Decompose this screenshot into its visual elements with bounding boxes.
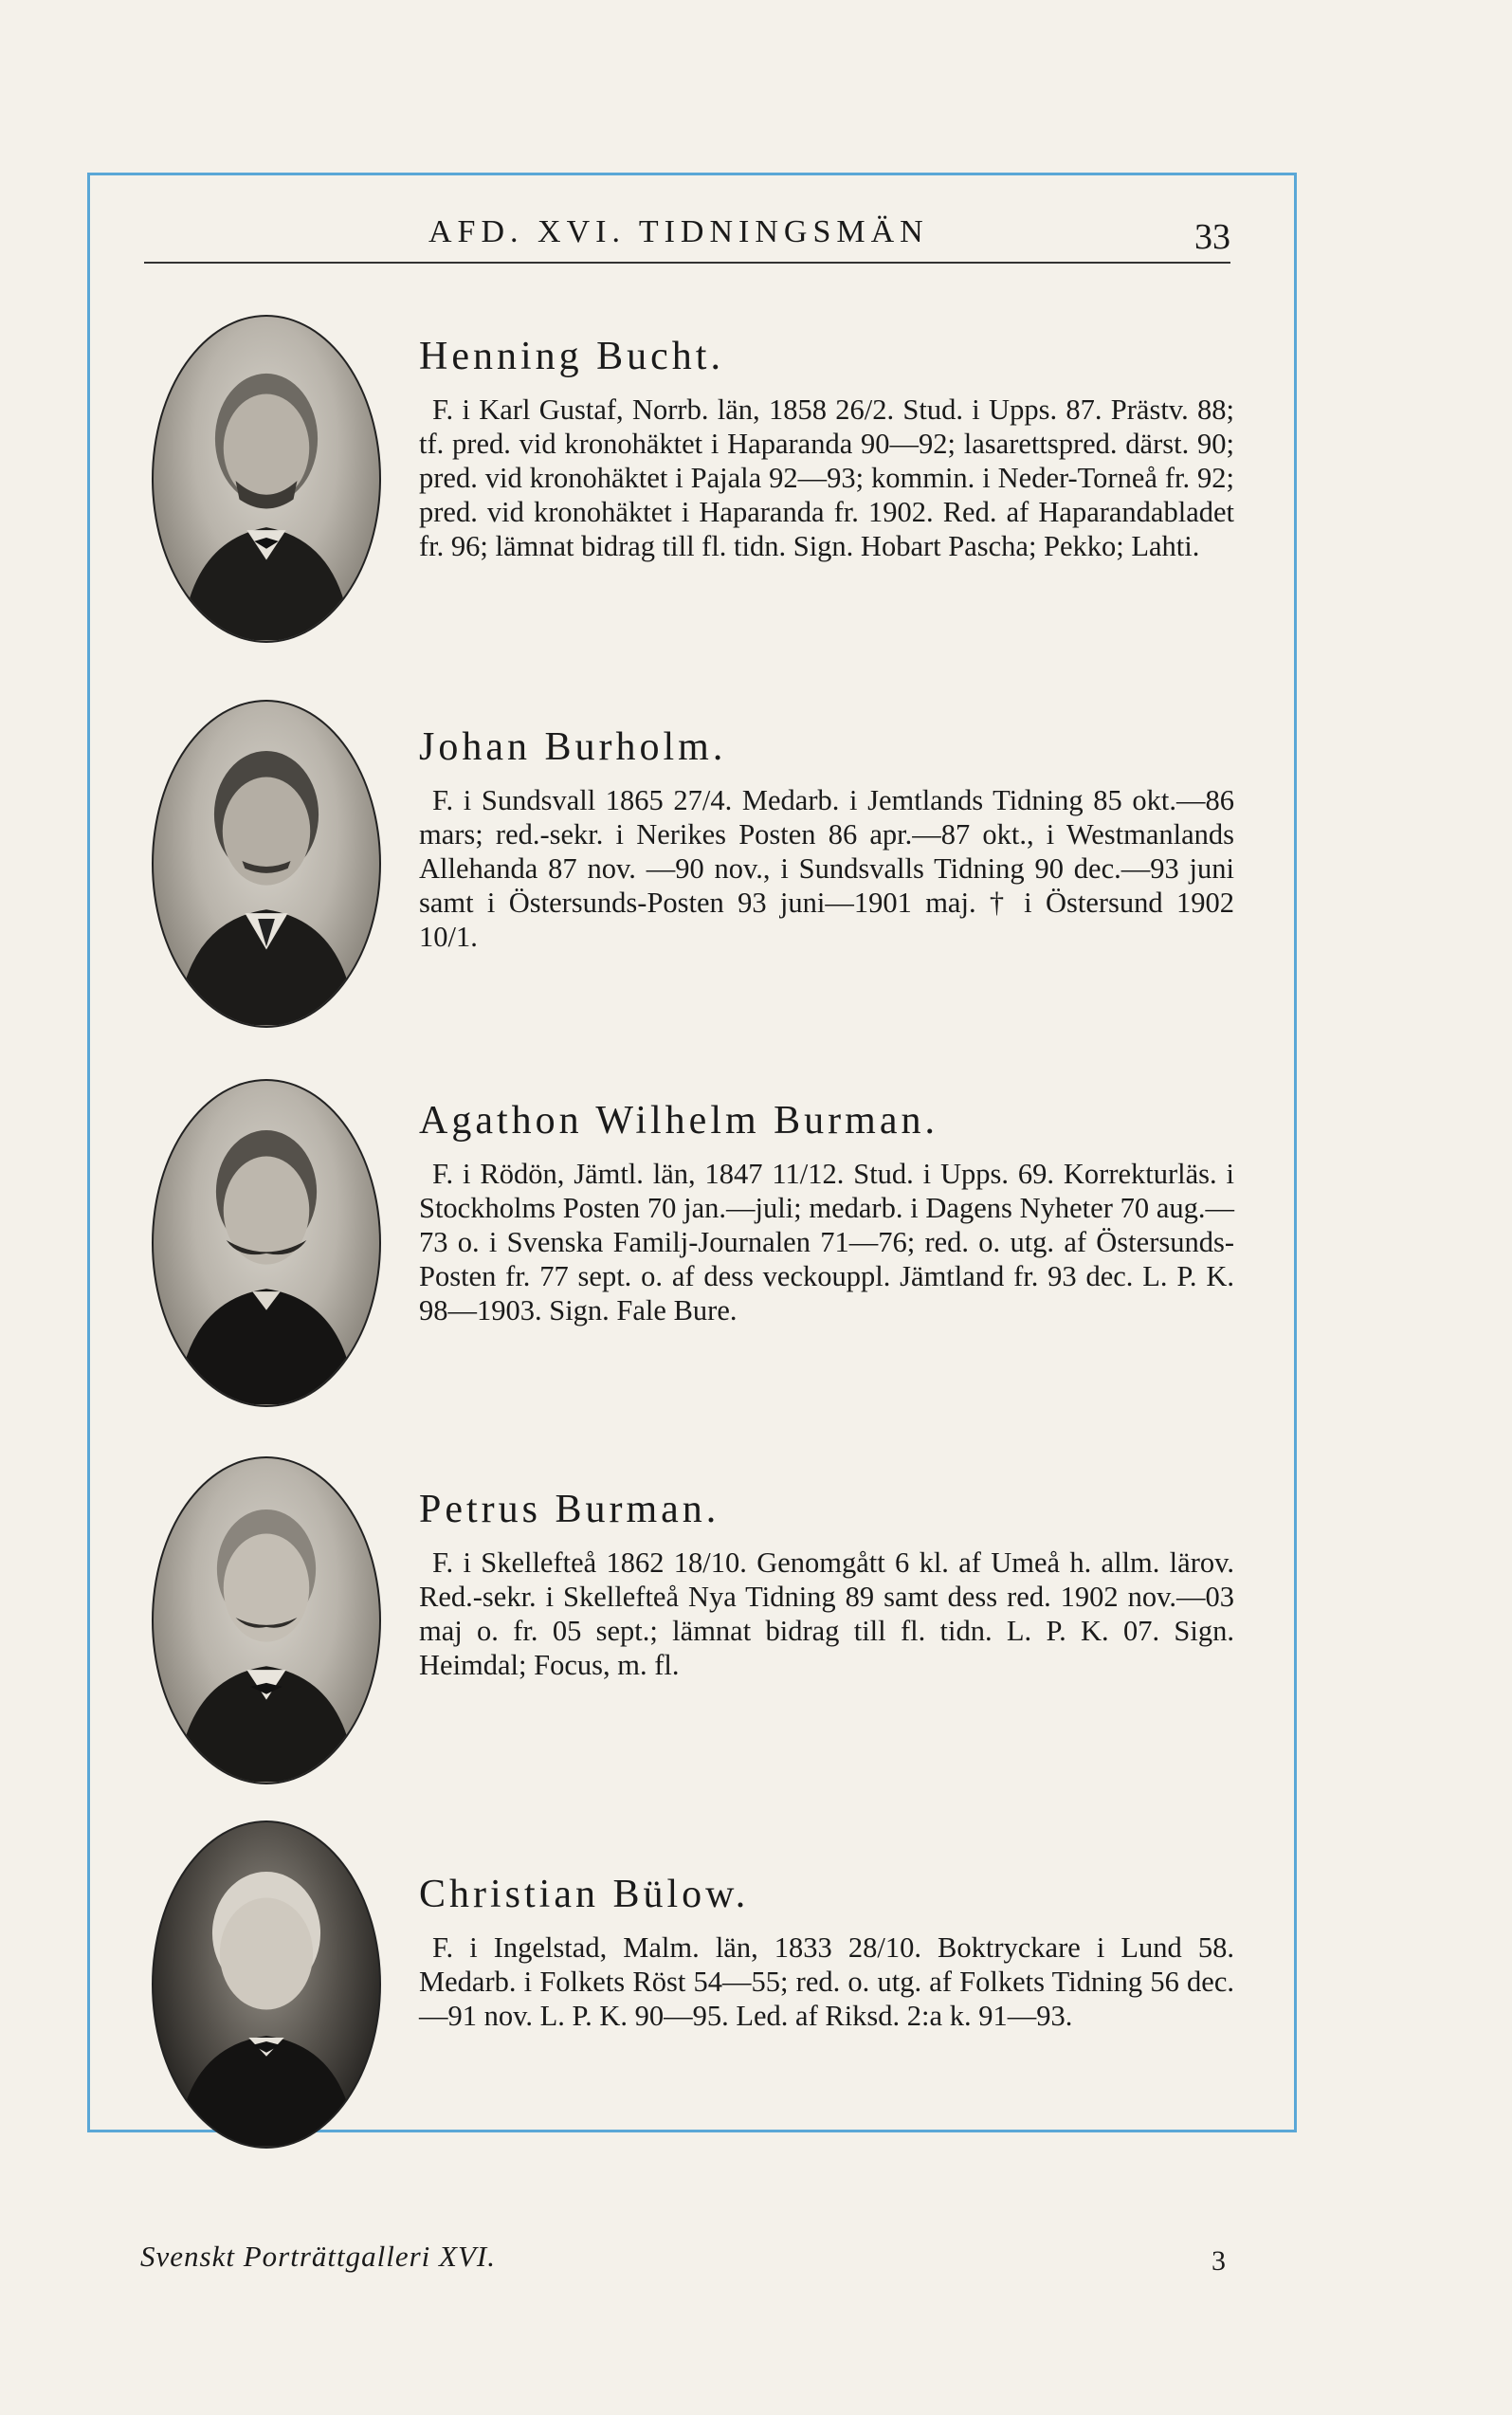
biography-text: F. i Karl Gustaf, Norrb. län, 1858 26/2. Stud. i Upps. 87. Prästv. 88; tf. pred. vid kronohäktet i Haparanda 90—92; lasarettspred. därst. 90; pred. vid kronohäktet i Pajala 92—93; kommin. i Neder-Torneå fr. 92; pred. vid kronohäktet i Haparanda fr. 1902. Red. af Haparandabladet fr. 96; lämnat bidrag till fl. tidn. Sign. Hobart Pascha; Pekko; Lahti. (419, 393, 1234, 562)
portrait-silhouette-icon (154, 1822, 379, 2147)
biography-text: F. i Sundsvall 1865 27/4. Medarb. i Jemtlands Tidning 85 okt.—86 mars; red.-sekr. i Nerikes Posten 86 apr.—87 okt., i Westmanlands Allehanda 87 nov. —90 nov., i Sundsvalls Tidning 90 dec.—93 juni samt i Östersunds-Posten 93 juni—1901 maj. † i Östersund 1902 10/1. (419, 784, 1234, 953)
book-title-footer: Svenskt Porträttgalleri XVI. (140, 2240, 496, 2273)
portrait-photo (152, 1079, 381, 1407)
section-title: AFD. XVI. TIDNINGSMÄN (428, 214, 929, 249)
portrait-silhouette-icon (154, 702, 379, 1026)
person-name: Henning Bucht. (419, 335, 724, 378)
biography-text: F. i Rödön, Jämtl. län, 1847 11/12. Stud. i Upps. 69. Korrekturläs. i Stockholms Posten 70 jan.—juli; medarb. i Dagens Nyheter 70 aug.—73 o. i Svenska Familj-Journalen 71—76; red. o. utg. af Östersunds-Posten fr. 77 sept. o. af dess veckouppl. Jämtland fr. 93 dec. L. P. K. 98—1903. Sign. Fale Bure. (419, 1158, 1234, 1326)
portrait-photo (152, 1456, 381, 1784)
person-name: Johan Burholm. (419, 725, 727, 769)
person-name: Christian Bülow. (419, 1873, 750, 1916)
person-name: Petrus Burman. (419, 1488, 720, 1531)
portrait-photo (152, 315, 381, 643)
portrait-silhouette-icon (154, 1081, 379, 1405)
biography-text: F. i Ingelstad, Malm. län, 1833 28/10. Boktryckare i Lund 58. Medarb. i Folkets Röst 54—55; red. o. utg. af Folkets Tidning 56 dec.—91 nov. L. P. K. 90—95. Led. af Riksd. 2:a k. 91—93. (419, 1931, 1234, 2032)
running-header (144, 214, 1230, 264)
portrait-photo (152, 700, 381, 1028)
signature-mark: 3 (1211, 2245, 1226, 2277)
page-number: 33 (1194, 217, 1230, 257)
portrait-photo (152, 1820, 381, 2149)
portrait-silhouette-icon (154, 1458, 379, 1783)
biography-text: F. i Skellefteå 1862 18/10. Genomgått 6 kl. af Umeå h. allm. lärov. Red.-sekr. i Skellefteå Nya Tidning 89 samt dess red. 1902 nov.—03 maj o. fr. 05 sept.; lämnat bidrag till fl. tidn. L. P. K. 07. Sign. Heimdal; Focus, m. fl. (419, 1546, 1234, 1681)
person-name: Agathon Wilhelm Burman. (419, 1099, 938, 1143)
portrait-silhouette-icon (154, 317, 379, 641)
